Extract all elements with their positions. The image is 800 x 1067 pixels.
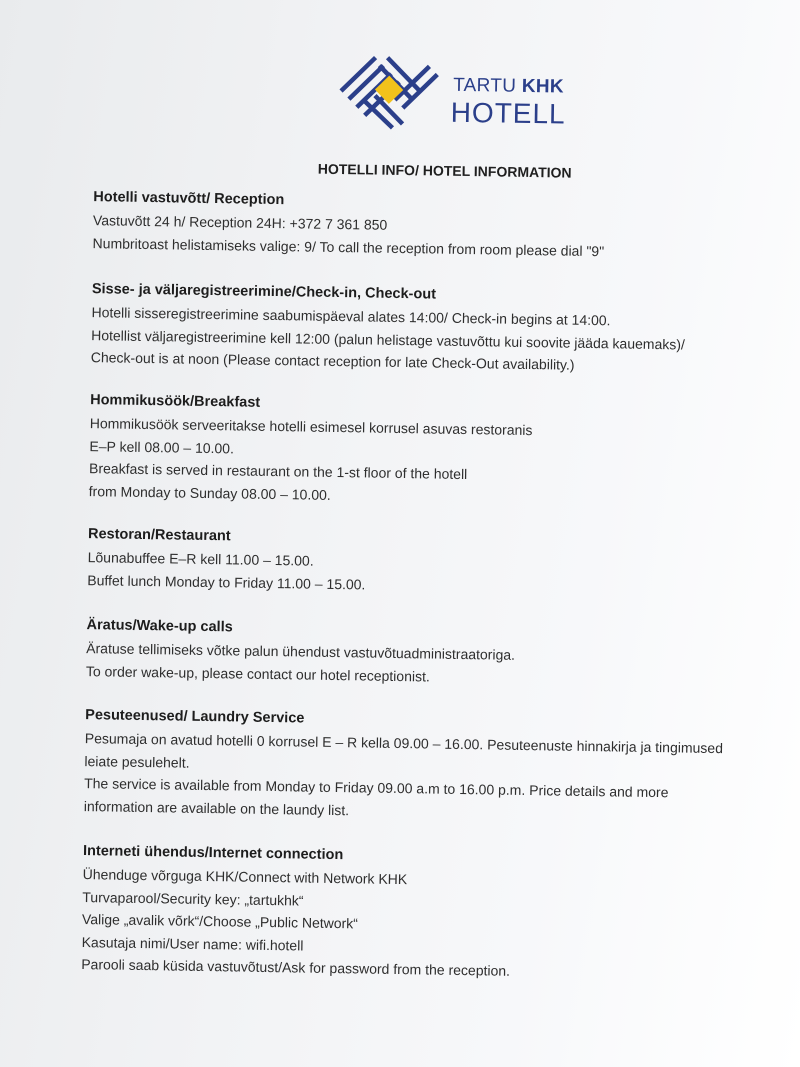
section-line: To order wake-up, please contact our hotel receptionist. xyxy=(85,662,430,684)
section-heading: Sisse- ja väljaregistreerimine/Check-in, Check-out xyxy=(91,281,437,303)
section-line: Äratuse tellimiseks võtke palun ühendust vastuvõtuadministraatoriga. xyxy=(86,640,516,663)
section-line: E–P kell 08.00 – 10.00. xyxy=(89,437,235,456)
section-wake-up xyxy=(86,615,767,693)
section-line: Hommikusöök serveeritakse hotelli esimesel korrusel asuvas restoranis xyxy=(89,415,533,439)
hotel-logo xyxy=(334,51,565,135)
section-line: Turvaparool/Security key: „tartukhk“ xyxy=(82,888,304,909)
document-title: HOTELLI INFO/ HOTEL INFORMATION xyxy=(317,160,572,181)
section-line: The service is available from Monday to Friday 09.00 a.m to 16.00 p.m. Price details and more xyxy=(84,775,669,801)
section-line: information are available on the laundy list. xyxy=(83,797,350,818)
section-line: Breakfast is served in restaurant on the 1-st floor of the hotell xyxy=(88,460,468,483)
section-check-in-out xyxy=(91,279,772,379)
section-line: Pesumaja on avatud hotelli 0 korrusel E – R kella 09.00 – 16.00. Pesuteenuste hinnakirja ja tingimused xyxy=(84,730,724,757)
section-breakfast xyxy=(89,390,771,513)
section-line: from Monday to Sunday 08.00 – 10.00. xyxy=(88,482,331,503)
section-internet xyxy=(81,841,763,986)
section-line: Numbritoast helistamiseks valige: 9/ To call the reception from room please dial "9" xyxy=(92,234,605,259)
section-reception xyxy=(92,187,773,265)
section-line: leiate pesulehelt. xyxy=(84,752,190,771)
section-line: Buffet lunch Monday to Friday 11.00 – 15.00. xyxy=(87,571,366,592)
section-heading: Restoran/Restaurant xyxy=(87,526,231,545)
section-heading: Äratus/Wake-up calls xyxy=(86,617,233,636)
section-heading: Hommikusöök/Breakfast xyxy=(90,392,261,411)
brand-name-bottom: HOTELL xyxy=(450,96,566,130)
section-line: Parooli saab küsida vastuvõtust/Ask for password from the reception. xyxy=(81,956,511,979)
section-heading: Pesuteenused/ Laundry Service xyxy=(85,707,305,727)
section-line: Check-out is at noon (Please contact reception for late Check-Out availability.) xyxy=(90,349,575,373)
logo-mark-icon xyxy=(334,51,443,131)
section-line: Kasutaja nimi/User name: wifi.hotell xyxy=(81,933,304,954)
section-laundry xyxy=(84,705,766,828)
section-line: Hotelli sisseregistreerimine saabumispäeval alates 14:00/ Check-in begins at 14:00. xyxy=(91,304,611,329)
section-line: Lõunabuffee E–R kell 11.00 – 15.00. xyxy=(87,549,314,569)
section-line: Ühenduge võrguga KHK/Connect with Network KHK xyxy=(82,866,408,888)
section-line: Valige „avalik võrk“/Choose „Public Network“ xyxy=(81,911,359,932)
section-line: Vastuvõtt 24 h/ Reception 24H: +372 7 361 850 xyxy=(92,212,388,233)
brand-name-top: TARTU KHK xyxy=(452,74,565,98)
section-restaurant xyxy=(87,524,768,602)
section-line: Hotellist väljaregistreerimine kell 12:00 (palun helistage vastuvõttu kui soovite jääda kauemaks)/ xyxy=(91,326,685,352)
section-heading: Interneti ühendus/Internet connection xyxy=(82,843,344,864)
section-heading: Hotelli vastuvõtt/ Reception xyxy=(93,189,285,209)
